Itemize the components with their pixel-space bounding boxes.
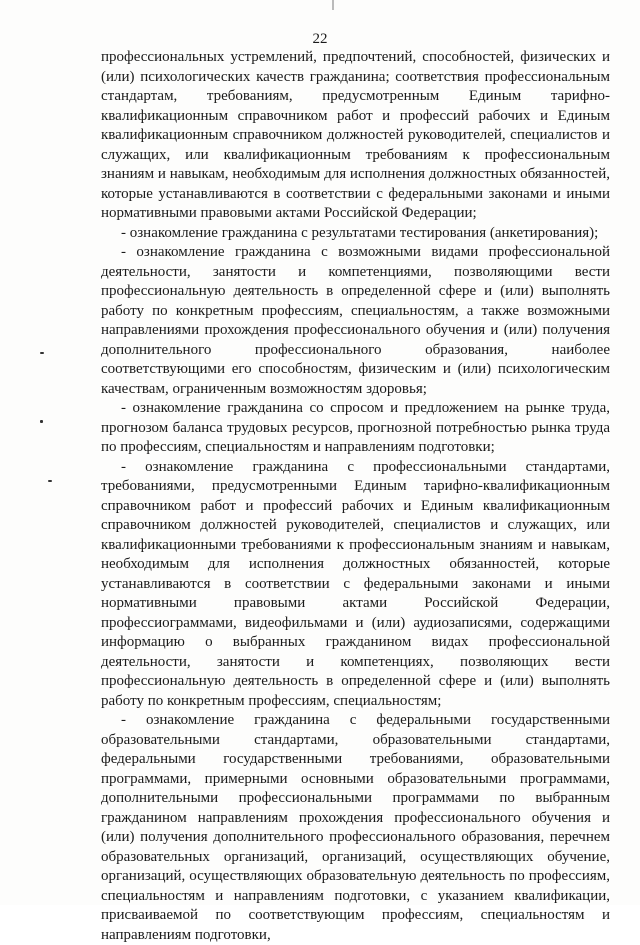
scan-artifact bbox=[332, 0, 334, 10]
document-body bbox=[101, 48, 610, 945]
paragraph-labor-market: - ознакомление гражданина со спросом и предложением на рынке труда, прогнозом баланса трудовых ресурсов, прогнозной потребностью рынка труда по профессиям, специальностям и направлениям подготовки; bbox=[101, 400, 610, 455]
paragraph-testing-results: - ознакомление гражданина с результатами тестирования (анкетирования); bbox=[121, 224, 599, 241]
paragraph-professional-activities: - ознакомление гражданина с возможными видами профессиональной деятельности, занятости и компетенциями, позволяющими вести профессиональную деятельность в определенной сфере и (или) выполнять работу по конкретным профессиям, специальностям, а также возможными направлениями прохождения профессионального обучения и (или) получения дополнительного профессионального образования, наиболее соответствующими его способностям, физическим и (или) психологическим качествам, ограниченным возможностям здоровья; bbox=[101, 244, 610, 397]
paragraph-professional-standards: - ознакомление гражданина с профессиональными стандартами, требованиями, предусмотренными Единым тарифно-квалификационным справочником работ и профессий рабочих и Единым квалификационным справочником должностей руководителей, специалистов и служащих, или квалификационными требованиями к профессиональным знаниям и навыкам, необходимым для исполнения должностных обязанностей, которые устанавливаются в соответствии с федеральными законами и иными нормативными правовыми актами Российской Федерации, профессиограммами, видеофильмами и (или) аудиозаписями, содержащими информацию о выбранных гражданином видах профессиональной деятельности, занятости и компетенциях, позволяющих вести профессиональную деятельность в определенной сфере и (или) выполнять работу по конкретным профессиям, специальностям; bbox=[101, 458, 610, 709]
paragraph-educational-standards: - ознакомление гражданина с федеральными государственными образовательными стандартами, образовательными стандартами, федеральными государственными требованиями, образовательными программами, примерными основными образовательными программами, дополнительными профессиональными программами по выбранным гражданином направлениям прохождения профессионального обучения и (или) получения дополнительного профессионального образования, перечнем образовательных организаций, организаций, осуществляющих обучение, организаций, осуществляющих образовательную деятельность по профессиям, специальностям и направлениям подготовки, с указанием квалификации, присваиваемой по соответствующим профессиям, специальностям и направлениям подготовки, bbox=[101, 712, 610, 943]
page-number: 22 bbox=[312, 31, 328, 47]
margin-mark bbox=[40, 420, 43, 423]
margin-mark bbox=[48, 480, 52, 482]
paragraph-continuation: профессиональных устремлений, предпочтений, способностей, физических и (или) психологических качеств гражданина; соответствия профессиональным стандартам, требованиям, предусмотренным Единым тарифно-квалификационным справочником работ и профессий рабочих и Единым квалификационным справочником должностей руководителей, специалистов и служащих, или квалификационным требованиям к профессиональным знаниям и навыкам, необходимым для исполнения должностных обязанностей, которые устанавливаются в соответствии с федеральными законами и иными нормативными правовыми актами Российской Федерации; bbox=[101, 49, 610, 221]
margin-mark bbox=[40, 352, 44, 354]
